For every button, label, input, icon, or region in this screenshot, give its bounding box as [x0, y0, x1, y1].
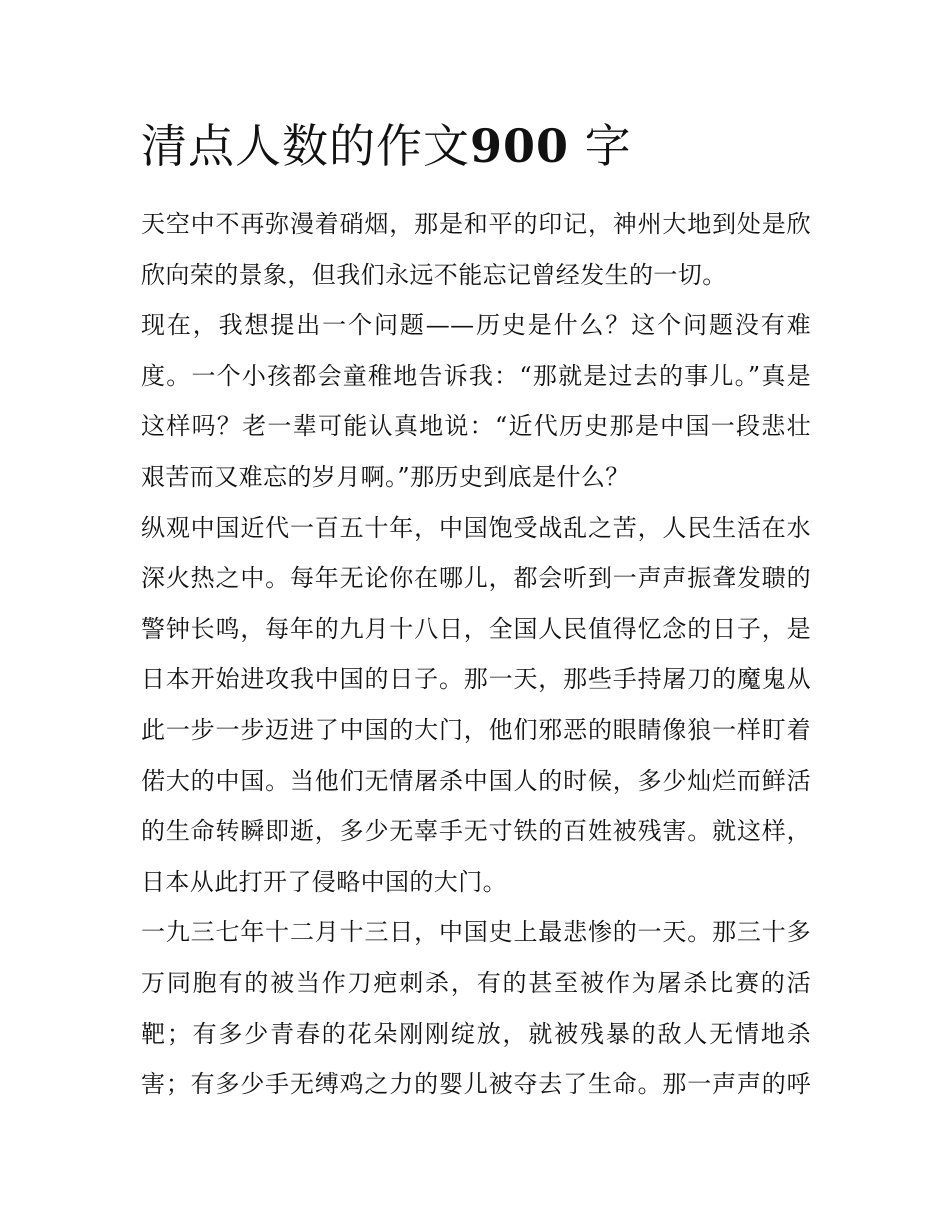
title-number: 900: [470, 119, 570, 173]
text-line: 日本开始进攻我中国的日子。那一天，那些手持屠刀的魔鬼从: [141, 665, 811, 694]
text-line: 偌大的中国。当他们无情屠杀中国人的时候，多少灿烂而鲜活: [141, 766, 811, 795]
text-line: 一九三七年十二月十三日，中国史上最悲惨的一天。那三十多: [141, 918, 811, 947]
text-line: 纵观中国近代一百五十年，中国饱受战乱之苦，人民生活在水: [141, 513, 811, 542]
essay-body: [141, 199, 811, 1110]
text-line: 现在，我想提出一个问题——历史是什么？这个问题没有难: [141, 311, 811, 340]
text-line: 这样吗？老一辈可能认真地说：“近代历史那是中国一段悲壮: [141, 412, 811, 441]
text-line: 天空中不再弥漫着硝烟，那是和平的印记，神州大地到处是欣: [141, 210, 811, 238]
text-line: 靶；有多少青春的花朵刚刚绽放，就被残暴的敌人无情地杀: [141, 1019, 811, 1048]
text-line: 艰苦而又难忘的岁月啊。”那历史到底是什么？: [141, 462, 630, 491]
text-line: 日本从此打开了侵略中国的大门。: [141, 867, 507, 896]
text-line: 警钟长鸣，每年的九月十八日，全国人民值得忆念的日子，是: [141, 614, 811, 643]
title-suffix: 字: [584, 119, 632, 173]
title-prefix: 清点人数的作文: [141, 119, 470, 173]
text-line: 度。一个小孩都会童稚地告诉我：“那就是过去的事儿。”真是: [141, 361, 811, 390]
text-line: 深火热之中。每年无论你在哪儿，都会听到一声声振聋发聩的: [141, 564, 811, 593]
title-spacer: [569, 119, 585, 173]
text-line: 害；有多少手无缚鸡之力的婴儿被夺去了生命。那一声声的呼: [141, 1070, 811, 1099]
text-line: 的生命转瞬即逝，多少无辜手无寸铁的百姓被残害。就这样，: [141, 817, 811, 846]
text-line: 万同胞有的被当作刀疤刺杀，有的甚至被作为屠杀比赛的活: [141, 968, 811, 997]
page-title: [141, 116, 632, 176]
text-line: 此一步一步迈进了中国的大门，他们邪恶的眼睛像狼一样盯着: [141, 715, 811, 744]
text-line: 欣向荣的景象，但我们永远不能忘记曾经发生的一切。: [141, 260, 727, 289]
